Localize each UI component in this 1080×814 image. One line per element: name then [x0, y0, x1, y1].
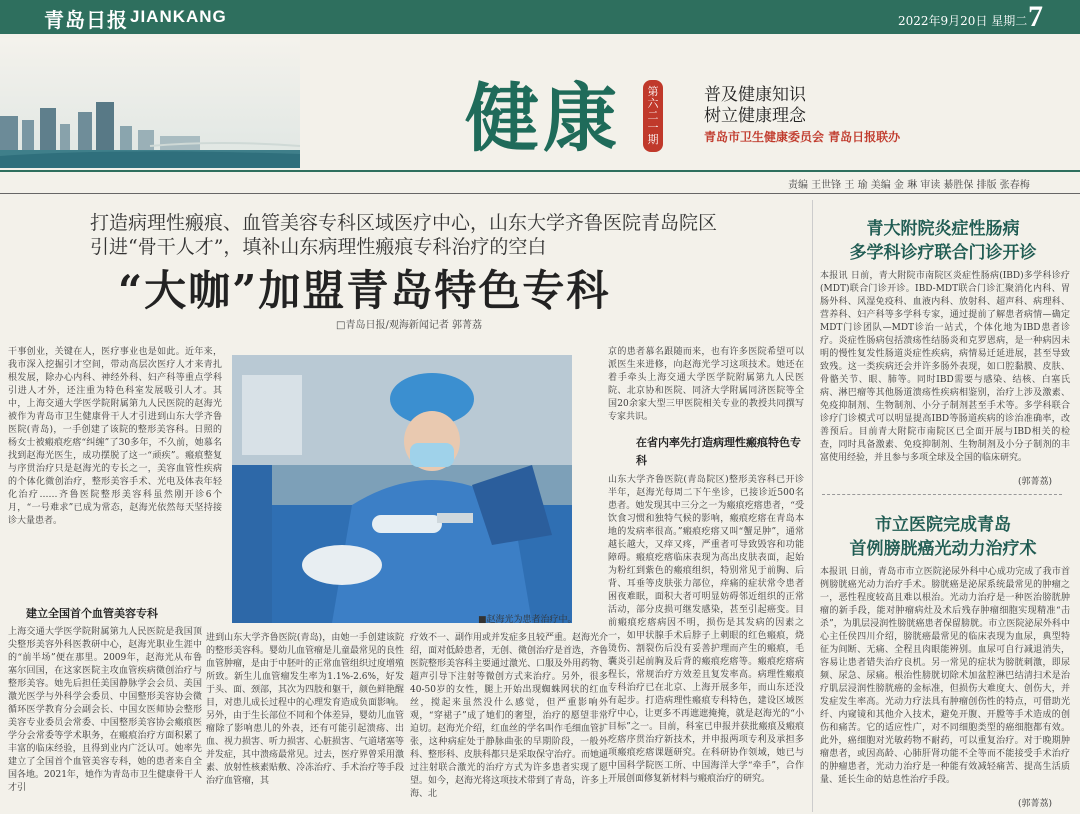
- issue-date: 2022年9月20日 星期二: [898, 14, 1028, 28]
- sidebar-divider: [822, 494, 1062, 495]
- article-byline: □青岛日报/观海新闻记者 郭菁荔: [336, 320, 482, 331]
- sidebar-article-2-body: 本报讯 日前，青岛市市立医院泌尿外科中心成功完成了我市首例膀胱癌光动力治疗手术。膀胱癌是泌尿系统最常见的肿瘤之一，恶性程度较高且难以根治。光动力治疗是一种医治膀胱肿瘤的新手段，能对肿瘤病灶及术后残存肿瘤细胞实现精准“击杀”，为肌层浸润性膀胱癌患者保留膀胱。市立医院泌尿外科中心主任侯四川介绍，膀胱癌最常见的临床表现为血尿，典型特征为间断、无痛、全程且肉眼能辨别。血尿可自行减退消失，容易让患者错失治疗良机。另一常见的症状为膀胱刺激，即尿频、尿急、尿痛。根治性膀胱切除术加盆腔淋巴结清扫术是治疗肌层浸润性膀胱癌的金标准，但损伤大难度大、创伤大，并发症发生率高。光动力疗法具有肿瘤创伤性的特点，可借助光纤、内窥镜和其他介入技术，避免开腹、开膛等手术造成的创伤和痛苦。它的适应性广，对不同细胞类型的癌细胞都有效。此外，癌细胞对光敏药物不耐药，可以重复治疗。对于晚期肿瘤患者，或因高龄、心肺肝肾功能不全等而不能接受手术治疗的肿瘤患者，光动力治疗是一种能有效减轻痛苦、提高生活质量、延长生命的姑息性治疗手段。: [820, 567, 1070, 785]
- article-subhead-2: 引进“骨干人才”，填补山东病理性瘢痕专科治疗的空白: [90, 236, 547, 258]
- slogan-line-2: 树立健康理念: [704, 106, 806, 126]
- issue-period-badge: 第六二一期: [643, 80, 663, 152]
- section-name: JIANKANG: [130, 7, 227, 26]
- sidebar-article-1-title-1: 青大附院炎症性肠病: [866, 219, 1020, 239]
- article-column-2-lower: 进到山东大学齐鲁医院(青岛)，由她一手创建该院的整形美容科。婴幼儿血管瘤是儿童最常见的良性血管肿瘤，是由于中胚叶的正常血管组织过度增殖所致。新生儿血管瘤发生率为1.1%-2.6%，好发于头、面、颈部，其次为四肢和躯干，颜色鲜艳醒目，对患儿成长过程中的心理发育造成负面影响。另外，由于生长部位不同和个体差异，婴幼儿血管瘤除了影响患儿的外表，还有可能引起溃疡、出血、视力损害、听力损害、心脏损害、气道堵塞等并发症，其中溃疡最常见。过去，医疗界曾采用激素、放射性核素贴敷、冷冻治疗、手术治疗等手段治疗血管瘤，其: [206, 633, 404, 786]
- article-headline: “大咖”加盟青岛特色专科: [118, 266, 611, 315]
- article-section-heading-2: 在省内率先打造病理性瘢痕特色专科: [636, 436, 801, 467]
- organizers: 青岛市卫生健康委员会 青岛日报联办: [704, 130, 901, 144]
- credits-divider: [0, 193, 1080, 194]
- column-title: 健康: [465, 76, 621, 162]
- sidebar-article-2-author: (郭菁荔): [1018, 799, 1053, 809]
- page-number: 7: [1028, 0, 1043, 33]
- slogan-line-1: 普及健康知识: [704, 85, 806, 105]
- article-column-2b-lower: 疗效不一、副作用或并发症多且较严重。赵海光介绍，面对低龄患者，无创、微创治疗是首选，齐鲁医院整形美容科主要通过激光、口服及外用药物、超声引导下注射等微创方式来治疗。另外，很多40-50岁的女性，腿上开始出现蜘蛛网状的红血丝，搅起来虽然没什么感觉，但严重影响外观，“穿裙子”成了她们的奢望，治疗的愿望非常迫切。赵海光介绍，红血丝的学名叫作毛细血管扩张，这种病症处于静脉曲张的早期阶段，一般外科、整形科、皮肤科都只是采取保守治疗。而她通过注射联合激光的治疗方式为许多患者实现了愿望。如今，赵海光将这项技术带到了青岛，许多上海、北: [410, 633, 608, 799]
- sidebar-article-1-author: (郭菁荔): [1018, 477, 1053, 487]
- article-subhead-1: 打造病理性瘢痕、血管美容专科区域医疗中心，山东大学齐鲁医院青岛院区: [90, 212, 718, 234]
- article-section-heading-1: 建立全国首个血管美容专科: [26, 607, 158, 620]
- city-skyline-image: [0, 38, 300, 168]
- article-column-3: 京的患者慕名跟随而来，也有许多医院希望可以派医生来进修，向赵海光学习这项技术。她还在着手牵头上海交通大学医学院附属第九人民医院、北京协和医院、同济大学附属同济医院等全国20余家大型三甲医院相关专业的教授共同撰写专家共识。: [608, 347, 804, 422]
- editor-credits: 责编 王世锋 王 瑜 美编 金 琳 审读 綦胜保 排版 张春梅: [788, 180, 1030, 191]
- newspaper-logo: 青岛日报: [44, 8, 128, 32]
- article-column-1-lower: 上海交通大学医学院附属第九人民医院是我国顶尖整形美容外科医教研中心，赵海光职业生涯中的“前半场”便在那里。2009年，赵海光从布鲁塞尔回国，在这家医院主攻血管疾病微创治疗与整形美容。她先后担任美国静脉学会会员、美国激光医学与外科学会委员、中国整形美容协会微循环医学教育分会副会长、中国女医师协会整形美容专业委员会常委、中国整形美容协会瘢痕医学分会常委等学术职务，在瘢痕治疗方面积累了丰富的临床经验，且得到业内广泛认可。她率先建立了全国首个血管美容专科，她的患者来自全国各地。2021年，她作为青岛市卫生健康骨干人才引: [8, 627, 202, 793]
- photo-caption: ■赵海光为患者治疗中。: [478, 615, 577, 625]
- sidebar-article-2-title-2: 首例膀胱癌光动力治疗术: [849, 539, 1037, 559]
- doctor-treatment-photo: [232, 355, 572, 623]
- sidebar-article-2-title-1: 市立医院完成青岛: [875, 515, 1011, 535]
- banner-divider: [0, 170, 1080, 172]
- article-column-1: 干事创业，关键在人，医疗事业也是如此。近年来，我市深入挖掘引才空间，带动高层次医疗人才来青扎根发展，除办心内科、神经外科、妇产科等重点学科引进人才外，还注重为特色科室发展吸引人才。其中，上海交通大学医学院附属第九人民医院的赵海光被作为青岛市卫生健康骨干人才引进到山东大学齐鲁医院(青岛)，一手创建了该院的整形美容科。日照的杨女士被瘢痕疙瘩“纠缠”了30多年，不久前，她慕名找到赵海光医生，成功摆脱了这一“顽疾”。瘢痕整复与序贯治疗只是赵海光的专长之一，美容血管性疾病的个体化微创治疗，整形美容手术、光电及体表年轻化治疗……齐鲁医院整形美容科虽然刚开诊6个月，“一号难求”已成为常态，赵海光依然每天坚持接诊大量患者。: [8, 347, 222, 526]
- sidebar-article-1-title-2: 多学科诊疗联合门诊开诊: [849, 243, 1037, 263]
- sidebar-article-1-body: 本报讯 日前，青大附院市南院区炎症性肠病(IBD)多学科诊疗(MDT)联合门诊开诊。IBD-MDT联合门诊汇聚消化内科、胃肠外科、风湿免疫科、血液内科、放射科、超声科、病理科、营养科、妇产科等多学科专家，通过提前了解患者病情—确定MDT门诊团队—MDT诊治一站式，个体化地为IBD患者诊疗。炎症性肠病包括溃疡性结肠炎和克罗恩病，是一种病因未明的慢性复发性肠道炎症性疾病，病情易迁延进展，甚至导致致残。这一类疾病还会并许多肠外表现，如口腔黏膜、皮肤、骨骼关节、眼、肺等。同时IBD需要与感染、结核、白塞氏病、淋巴瘤等其他肠道溃疡性疾病相鉴别，治疗上涉及激素、免疫抑制剂、生物制剂、小分子制剂甚至手术等。多学科联合诊疗门诊模式可以明显提高IBD等肠道疾病的诊治准确率，改善预后。目前青大附院市南院区已全面开展与IBD相关的检查，同时具备激素、免疫抑制剂、生物制剂及小分子制剂的丰富使用经验，并且参与多项全球及全国的临床研究。: [820, 271, 1070, 463]
- article-column-3-lower: 山东大学齐鲁医院(青岛院区)整形美容科已开诊半年，赵海光每周二下午坐诊，已接诊近500名患者。她发现其中三分之一为瘢痕疙瘩患者，“受饮食习惯和独特气候的影响，瘢痕疙瘩在青岛本地的发病率很高。”瘢痕疙瘩又叫“蟹足肿”，通常越长越大，又痒又疼，严重者可导致毁容和功能障碍。瘢痕疙瘩临床表现为高出皮肤表面，起始为粉红到紫色的瘢痕组织，特别常见于前胸、后背、耳垂等皮肤张力部位，痒痛的症状常令患者困夜难眠，面积大者可明显妨碍邻近组织的正常活动，部分皮损可继发感染，甚至引起癌变。目前瘢痕疙瘩病因不明，损伤是其发病的因素之一，如甲状腺手术后脖子上刺眼的红色瘢痕，烧烫伤、割裂伤后没有妥善护理而产生的瘢痕，毛囊炎引起前胸及后背的瘢痕疙瘩等。瘢痕疙瘩病程长，常规治疗方效差且复发率高。病理性瘢痕专科治疗已在北京、上海开展多年，而山东还没有起步。打造病理性瘢痕专科特色，建设区域医疗中心，让更多不再遮遮掩掩，就是赵海光的“小目标”之一。目前，科室已申报并获批瘢痕及瘢痕疙瘩序贯治疗新技术，并申报两项专利及承担多项瘢痕疙瘩课题研究。在科研协作领域，她已与中国科学院医工所、中国海洋大学“牵手”，合作开展创面修复新材料与瘢痕治疗的研究。: [608, 475, 804, 784]
